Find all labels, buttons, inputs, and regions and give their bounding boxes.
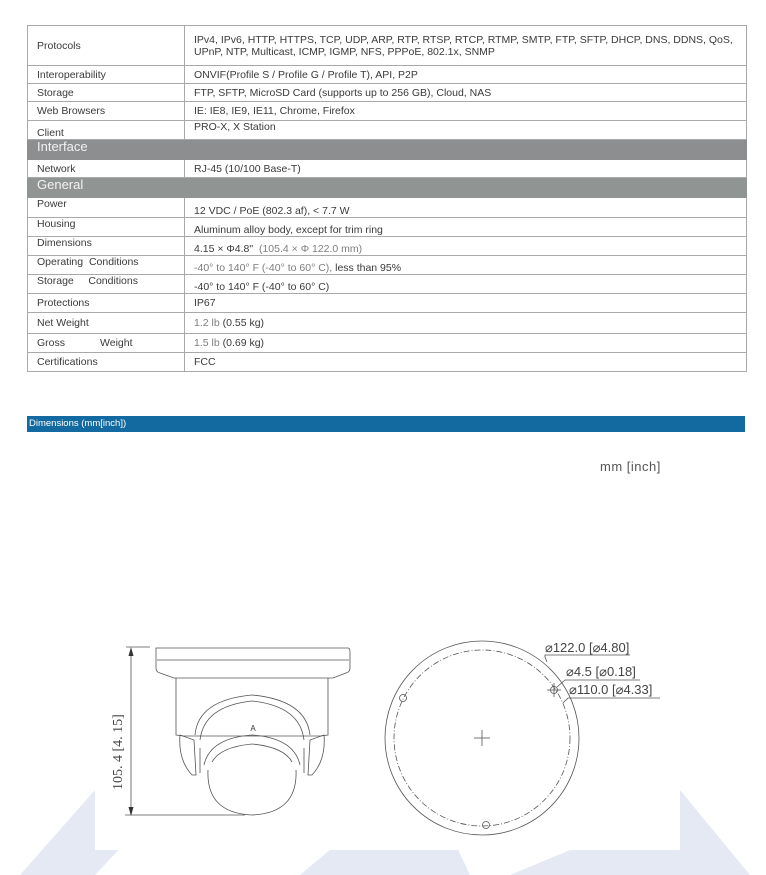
row-value: FTP, SFTP, MicroSD Card (supports up to 256 GB), Cloud, NAS [185, 84, 747, 102]
row-value: -40° to 140° F (-40° to 60° C) [185, 275, 747, 294]
row-value: PRO-X, X Station [185, 121, 747, 140]
value-sub: (105.4 × Φ 122.0 mm) [258, 243, 363, 255]
row-value: FCC [185, 353, 747, 372]
row-value: ONVIF(Profile S / Profile G / Profile T), API, P2P [185, 66, 747, 84]
row-value: RJ-45 (10/100 Base-T) [185, 160, 747, 178]
value-main: less than 95% [335, 262, 402, 274]
row-label: Operating Conditions [28, 256, 185, 275]
row-label: Gross Weight [28, 334, 185, 353]
row-value: IE: IE8, IE9, IE11, Chrome, Firefox [185, 102, 747, 121]
row-value: IP67 [185, 294, 747, 313]
hole-diameter-label: ⌀4.5 [⌀0.18] [566, 664, 636, 679]
row-label: Power [28, 198, 185, 218]
row-label: Storage [28, 84, 185, 102]
row-value: 12 VDC / PoE (802.3 af), < 7.7 W [185, 198, 747, 218]
value-sub: -40° to 140° F (-40° to 60° C), [194, 262, 333, 274]
row-label: Interoperability [28, 66, 185, 84]
row-value: Aluminum alloy body, except for trim ring [185, 218, 747, 237]
row-label: Certifications [28, 353, 185, 372]
value-sub: 1.5 lb [194, 337, 220, 349]
row-value: IPv4, IPv6, HTTP, HTTPS, TCP, UDP, ARP, RTP, RTSP, RTCP, RTMP, SMTP, FTP, SFTP, DHCP, DNS, DDNS, QoS, UPnP, NTP, Multicast, ICMP, IGMP, NFS, PPPoE, 802.1x, SNMP [185, 26, 747, 66]
row-label: Dimensions [28, 237, 185, 256]
mount-hole-bottom [483, 822, 490, 829]
row-label: Protections [28, 294, 185, 313]
row-label: Storage Conditions [28, 275, 185, 294]
value-main: 4.15 × Φ4.8" [194, 243, 254, 255]
inner-diameter-label: ⌀110.0 [⌀4.33] [569, 682, 653, 697]
dimensions-section-header: Dimensions (mm[inch]) [27, 416, 745, 432]
unit-label: mm [inch] [600, 459, 661, 474]
height-dimension-label: 105. 4 [4. 15] [111, 714, 126, 790]
row-label: Housing [28, 218, 185, 237]
value-main: (0.69 kg) [222, 337, 265, 349]
section-title: General [28, 178, 747, 198]
leader-outer [545, 655, 630, 662]
row-label: Client [28, 121, 185, 140]
row-label: Net Weight [28, 313, 185, 334]
row-label: Protocols [28, 26, 185, 66]
value-sub: 1.2 lb [194, 317, 220, 329]
section-title: Interface [28, 140, 747, 160]
leader-inner [563, 698, 660, 703]
mount-hole-left [400, 695, 407, 702]
arrow-up-icon [129, 647, 134, 656]
value-main: (0.55 kg) [222, 317, 265, 329]
row-label: Network [28, 160, 185, 178]
camera-mark-label: A [250, 724, 256, 733]
row-label: Web Browsers [28, 102, 185, 121]
outer-diameter-label: ⌀122.0 [⌀4.80] [545, 640, 630, 655]
